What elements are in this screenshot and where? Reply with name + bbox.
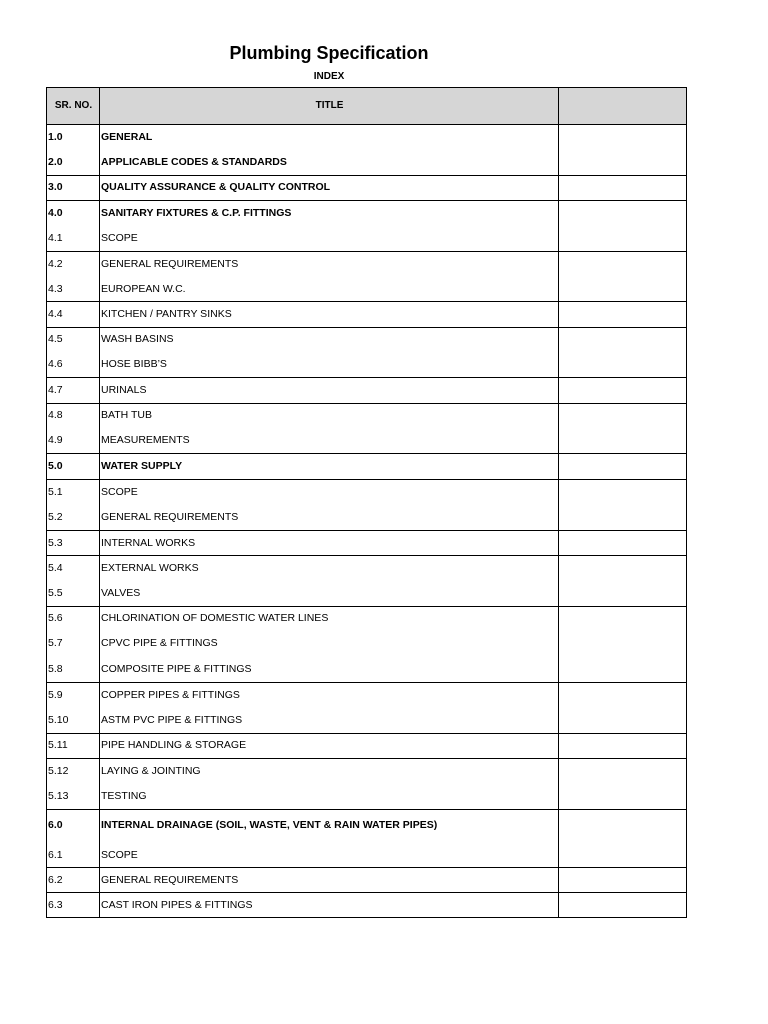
row-title: SCOPE — [101, 232, 138, 244]
row-number: 6.0 — [48, 819, 63, 831]
table-header — [47, 88, 686, 125]
row-title: SCOPE — [101, 486, 138, 498]
row-divider — [47, 758, 686, 759]
row-number: 5.3 — [48, 537, 63, 549]
row-title: SANITARY FIXTURES & C.P. FITTINGS — [101, 207, 292, 219]
row-title: EUROPEAN W.C. — [101, 283, 186, 295]
row-number: 6.3 — [48, 899, 63, 911]
header-extra — [559, 88, 687, 124]
row-title: URINALS — [101, 384, 147, 396]
row-title: MEASUREMENTS — [101, 434, 190, 446]
row-divider — [47, 200, 686, 201]
row-divider — [47, 175, 686, 176]
column-divider — [99, 88, 100, 917]
row-number: 5.11 — [48, 739, 68, 751]
row-number: 4.5 — [48, 333, 63, 345]
row-number: 4.8 — [48, 409, 63, 421]
row-divider — [47, 403, 686, 404]
row-number: 6.1 — [48, 849, 63, 861]
row-number: 5.0 — [48, 460, 63, 472]
index-table — [46, 87, 687, 918]
row-divider — [47, 555, 686, 556]
row-number: 4.0 — [48, 207, 63, 219]
row-title: BATH TUB — [101, 409, 152, 421]
row-title: ASTM PVC PIPE & FITTINGS — [101, 714, 243, 726]
row-divider — [47, 301, 686, 302]
row-title: KITCHEN / PANTRY SINKS — [101, 308, 232, 320]
row-title: LAYING & JOINTING — [101, 765, 201, 777]
row-number: 2.0 — [48, 156, 63, 168]
header-sr-no: SR. NO. — [54, 100, 93, 111]
row-divider — [47, 682, 686, 683]
row-title: GENERAL REQUIREMENTS — [101, 258, 239, 270]
row-title: EXTERNAL WORKS — [101, 562, 199, 574]
row-number: 4.1 — [48, 232, 63, 244]
row-divider — [47, 809, 686, 810]
row-title: WASH BASINS — [101, 333, 174, 345]
row-number: 5.1 — [48, 486, 63, 498]
row-number: 5.8 — [48, 663, 63, 675]
header-title: TITLE — [315, 100, 344, 111]
row-divider — [47, 377, 686, 378]
row-title: CHLORINATION OF DOMESTIC WATER LINES — [101, 612, 329, 624]
row-number: 6.2 — [48, 874, 63, 886]
row-title: TESTING — [101, 790, 147, 802]
row-title: INTERNAL DRAINAGE (SOIL, WASTE, VENT & RAIN WATER PIPES) — [101, 819, 438, 831]
row-number: 4.7 — [48, 384, 63, 396]
row-number: 5.13 — [48, 790, 69, 802]
row-divider — [47, 453, 686, 454]
row-title: QUALITY ASSURANCE & QUALITY CONTROL — [101, 181, 331, 193]
document-title: Plumbing Specification — [229, 43, 429, 63]
row-title: HOSE BIBB’S — [101, 358, 167, 370]
row-number: 4.3 — [48, 283, 63, 295]
row-number: 4.4 — [48, 308, 63, 320]
row-title: GENERAL — [101, 131, 153, 143]
row-number: 4.2 — [48, 258, 63, 270]
row-title: COPPER PIPES & FITTINGS — [101, 689, 240, 701]
row-divider — [47, 530, 686, 531]
row-number: 4.6 — [48, 358, 63, 370]
row-number: 5.7 — [48, 637, 63, 649]
row-title: APPLICABLE CODES & STANDARDS — [101, 156, 287, 168]
row-number: 3.0 — [48, 181, 63, 193]
row-number: 4.9 — [48, 434, 63, 446]
row-divider — [47, 327, 686, 328]
row-title: SCOPE — [101, 849, 138, 861]
row-number: 5.12 — [48, 765, 69, 777]
row-title: GENERAL REQUIREMENTS — [101, 511, 239, 523]
row-divider — [47, 733, 686, 734]
row-divider — [47, 892, 686, 893]
row-divider — [47, 479, 686, 480]
row-number: 1.0 — [48, 131, 63, 143]
row-number: 5.6 — [48, 612, 63, 624]
row-number: 5.9 — [48, 689, 63, 701]
row-divider — [47, 251, 686, 252]
row-number: 5.5 — [48, 587, 63, 599]
row-title: INTERNAL WORKS — [101, 537, 196, 549]
row-divider — [47, 867, 686, 868]
column-divider — [558, 88, 559, 917]
row-title: PIPE HANDLING & STORAGE — [101, 739, 247, 751]
row-title: WATER SUPPLY — [101, 460, 183, 472]
row-title: CAST IRON PIPES & FITTINGS — [101, 899, 253, 911]
row-title: GENERAL REQUIREMENTS — [101, 874, 239, 886]
row-divider — [47, 606, 686, 607]
row-title: CPVC PIPE & FITTINGS — [101, 637, 218, 649]
row-number: 5.10 — [48, 714, 69, 726]
row-number: 5.2 — [48, 511, 63, 523]
row-title: COMPOSITE PIPE & FITTINGS — [101, 663, 252, 675]
document-subtitle: INDEX — [313, 71, 345, 82]
row-number: 5.4 — [48, 562, 63, 574]
row-title: VALVES — [101, 587, 141, 599]
